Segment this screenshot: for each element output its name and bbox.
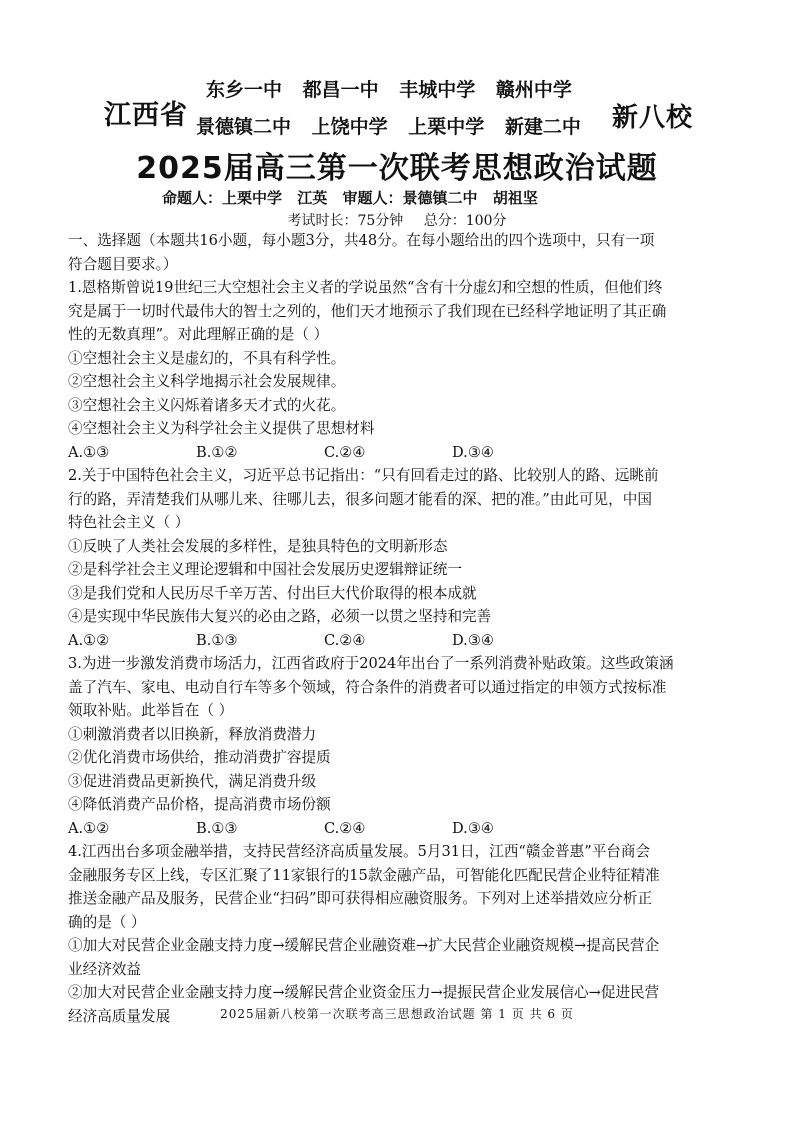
option-b: B.①③ bbox=[196, 631, 238, 649]
question-stem: 3.为进一步激发消费市场活力，江西省政府于2024年出台了一系列消费补贴政策。这些政策涵 bbox=[68, 655, 674, 672]
question-stem: 4.江西出台多项金融举措，支持民营经济高质量发展。5月31日，江西“赣金普惠”平台商会 bbox=[68, 843, 651, 860]
question-stem: 行的路，弄清楚我们从哪儿来、往哪儿去，很多问题才能看的深、把的准。”由此可见，中国 bbox=[68, 490, 652, 508]
option-b: B.①③ bbox=[196, 819, 238, 837]
exam-title: 2025届高三第一次联考思想政治试题 bbox=[136, 151, 658, 186]
question-stem: 领取补贴。此举旨在（ ） bbox=[68, 702, 234, 719]
question-stem: 金融服务专区上线，专区汇聚了11家银行的15款金融产品，可智能化匹配民营企业特征精准 bbox=[68, 866, 660, 884]
answer-options bbox=[68, 817, 738, 841]
question-stem: 盖了汽车、家电、电动自行车等多个领域，符合条件的消费者可以通过指定的申领方式按标准 bbox=[68, 678, 667, 696]
question-stem: 2.关于中国特色社会主义，习近平总书记指出：“只有回看走过的路、比较别人的路、远眺前 bbox=[68, 467, 659, 484]
reviewer-label: 审题人：景德镇二中 bbox=[342, 189, 478, 207]
option-c: C.②④ bbox=[324, 443, 366, 461]
question-stem: 推送金融产品及服务，民营企业“扫码”即可获得相应融资服务。下列对上述举措效应分析正 bbox=[68, 890, 653, 907]
author-line bbox=[162, 187, 548, 208]
question-4 bbox=[68, 840, 738, 1028]
option-d: D.③④ bbox=[452, 819, 494, 837]
question-2 bbox=[68, 464, 738, 652]
statement-item: ①加大对民营企业金融支持力度→缓解民营企业融资难→扩大民营企业融资规模→提高民营企 bbox=[68, 937, 660, 954]
answer-options bbox=[68, 441, 738, 465]
answer-options bbox=[68, 629, 738, 653]
reviewer-name: 胡祖坚 bbox=[492, 189, 538, 207]
school-list-row-2 bbox=[196, 112, 606, 139]
author-name: 江英 bbox=[297, 189, 328, 207]
school-name: 丰城中学 bbox=[399, 79, 476, 101]
statement-item: ①反映了人类社会发展的多样性，是独具特色的文明新形态 bbox=[68, 537, 448, 555]
school-name: 景德镇二中 bbox=[196, 116, 292, 138]
exam-info-line bbox=[0, 210, 794, 230]
statement-item: 业经济效益 bbox=[68, 960, 141, 978]
statement-item: ②空想社会主义科学地揭示社会发展规律。 bbox=[68, 373, 346, 390]
statement-item: ③空想社会主义闪烁着诸多天才式的火花。 bbox=[68, 396, 346, 414]
option-a: A.①② bbox=[68, 631, 110, 649]
section-heading: 一、选择题（本题共16小题，每小题3分，共48分。在每小题给出的四个选项中，只有一项 bbox=[68, 232, 655, 249]
school-name: 上饶中学 bbox=[311, 116, 388, 138]
question-1 bbox=[68, 276, 738, 464]
option-d: D.③④ bbox=[452, 631, 494, 649]
question-stem: 究是属于一切时代最伟大的智士之列的，他们天才地预示了我们现在已经科学地证明了其正确 bbox=[68, 302, 667, 320]
page-footer: 2025届新八校第一次联考高三思想政治试题 第 1 页 共 6 页 bbox=[220, 1007, 574, 1021]
question-stem: 性的无数真理”。对此理解正确的是（ ） bbox=[68, 326, 329, 343]
question-3 bbox=[68, 652, 738, 840]
exam-body bbox=[68, 229, 738, 1028]
statement-item: ①刺激消费者以旧换新，释放消费潜力 bbox=[68, 725, 317, 743]
question-stem: 确的是（ ） bbox=[68, 913, 146, 931]
section-heading: 符合题目要求。） bbox=[68, 255, 178, 273]
school-name: 东乡一中 bbox=[206, 79, 283, 101]
exam-duration: 考试时长：75分钟 bbox=[287, 213, 404, 229]
statement-item: ③促进消费品更新换代，满足消费升级 bbox=[68, 772, 317, 790]
statement-item: ③是我们党和人民历尽千辛万苦、付出巨大代价取得的根本成就 bbox=[68, 584, 477, 602]
option-c: C.②④ bbox=[324, 819, 366, 837]
exam-header bbox=[0, 0, 794, 150]
option-d: D.③④ bbox=[452, 443, 494, 461]
question-stem: 特色社会主义（ ） bbox=[68, 514, 190, 531]
statement-item: ①空想社会主义是虚幻的，不具有科学性。 bbox=[68, 349, 346, 367]
question-stem: 1.恩格斯曾说19世纪三大空想社会主义者的学说虽然“含有十分虚幻和空想的性质，但他们终 bbox=[68, 279, 663, 296]
option-a: A.①② bbox=[68, 819, 110, 837]
school-name: 都昌一中 bbox=[302, 79, 379, 101]
author-label: 命题人：上栗中学 bbox=[162, 189, 283, 207]
statement-item: 经济高质量发展 bbox=[68, 1007, 171, 1025]
school-list-row-1 bbox=[206, 75, 606, 102]
exam-total-score: 总分：100分 bbox=[423, 213, 507, 229]
option-a: A.①③ bbox=[68, 443, 110, 461]
school-name: 赣州中学 bbox=[495, 79, 572, 101]
school-name: 上栗中学 bbox=[408, 116, 485, 138]
statement-item: ②是科学社会主义理论逻辑和中国社会发展历史逻辑辩证统一 bbox=[68, 561, 463, 578]
option-b: B.①② bbox=[196, 443, 238, 461]
alliance-label: 新八校 bbox=[612, 103, 694, 133]
province-label: 江西省 bbox=[104, 100, 188, 131]
statement-item: ④空想社会主义为科学社会主义提供了思想材料 bbox=[68, 420, 375, 437]
statement-item: ④降低消费产品价格，提高消费市场份额 bbox=[68, 796, 331, 813]
statement-item: ②加大对民营企业金融支持力度→缓解民营企业资金压力→提振民营企业发展信心→促进民营 bbox=[68, 984, 660, 1001]
statement-item: ②优化消费市场供给，推动消费扩容提质 bbox=[68, 749, 331, 766]
school-name: 新建二中 bbox=[504, 116, 581, 138]
option-c: C.②④ bbox=[324, 631, 366, 649]
statement-item: ④是实现中华民族伟大复兴的必由之路，必须一以贯之坚持和完善 bbox=[68, 608, 492, 625]
